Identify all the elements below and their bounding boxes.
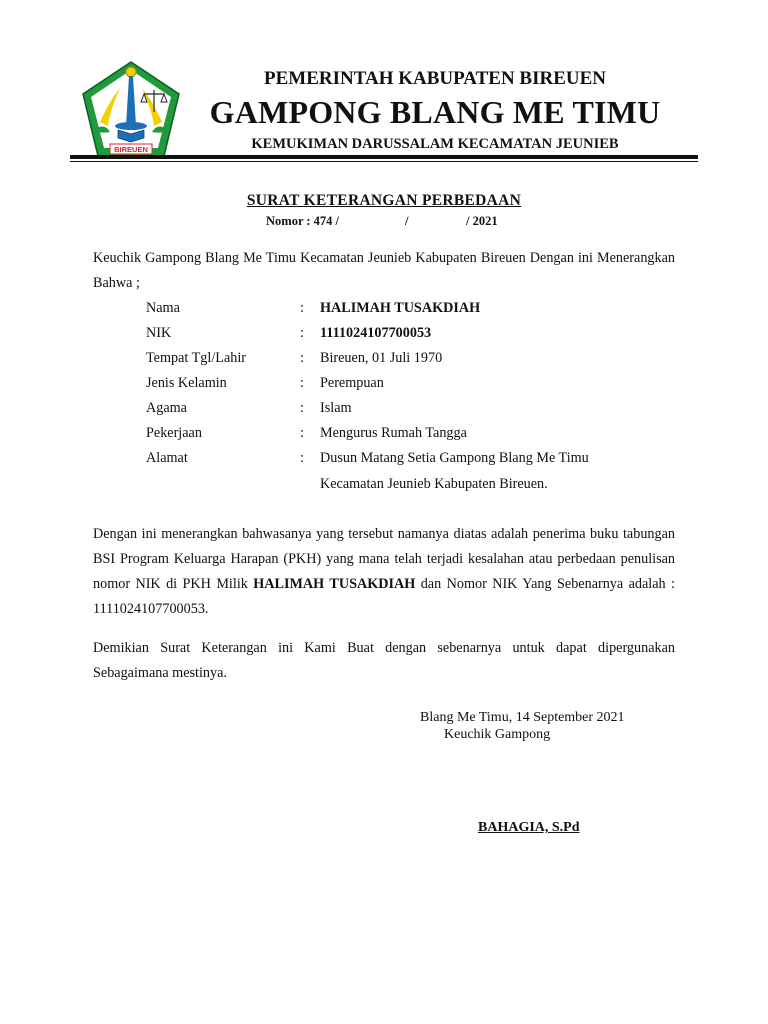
field-value-address: Dusun Matang Setia Gampong Blang Me Timu — [320, 450, 589, 466]
field-colon: : — [300, 325, 304, 341]
letterhead-rule-thin — [70, 161, 698, 162]
field-value-gender: Perempuan — [320, 375, 384, 391]
field-colon: : — [300, 400, 304, 416]
field-label-name: Nama — [146, 300, 180, 316]
field-colon: : — [300, 425, 304, 441]
header-district: KEMUKIMAN DARUSSALAM KECAMATAN JEUNIEB — [251, 136, 619, 152]
reference-number-prefix: Nomor : 474 / — [266, 214, 340, 228]
statement-paragraph — [93, 522, 675, 622]
field-colon: : — [300, 375, 304, 391]
statement-holder-name: HALIMAH TUSAKDIAH — [253, 576, 416, 592]
field-label-nik: NIK — [146, 325, 172, 341]
field-label-birth: Tempat Tgl/Lahir — [146, 350, 246, 366]
field-colon: : — [300, 350, 304, 366]
statement-text-2: dan Nomor NIK Yang Sebenarnya adalah : 1111024107700053. — [93, 576, 675, 617]
signature-role: Keuchik Gampong — [444, 727, 551, 742]
field-value-nik: 1111024107700053 — [320, 325, 432, 341]
field-value-occupation: Mengurus Rumah Tangga — [320, 425, 467, 441]
logo-label: BIREUEN — [114, 145, 148, 154]
bireuen-regency-emblem — [80, 60, 182, 158]
reference-number-year: / 2021 — [466, 214, 498, 228]
signatory-name: BAHAGIA, S.Pd — [478, 820, 580, 835]
field-label-occupation: Pekerjaan — [146, 425, 202, 441]
field-colon: : — [300, 300, 304, 316]
signature-place-date: Blang Me Timu, 14 September 2021 — [420, 710, 625, 725]
field-label-religion: Agama — [146, 400, 187, 416]
field-value-name: HALIMAH TUSAKDIAH — [320, 300, 481, 316]
reference-number-slash: / — [405, 214, 409, 228]
field-label-address: Alamat — [146, 450, 188, 466]
field-value-address-line2: Kecamatan Jeunieb Kabupaten Bireuen. — [320, 476, 548, 492]
header-government: PEMERINTAH KABUPATEN BIREUEN — [263, 68, 607, 89]
closing-paragraph: Demikian Surat Keterangan ini Kami Buat dengan sebenarnya untuk dapat dipergunakan Sebagaimana mestinya. — [93, 640, 675, 681]
document-title: SURAT KETERANGAN PERBEDAAN — [246, 192, 522, 209]
header-village: GAMPONG BLANG ME TIMU — [209, 94, 661, 130]
field-value-religion: Islam — [320, 400, 352, 416]
letterhead-rule-thick — [70, 155, 698, 159]
field-value-birth: Bireuen, 01 Juli 1970 — [320, 350, 443, 366]
field-label-gender: Jenis Kelamin — [146, 375, 227, 391]
intro-paragraph: Keuchik Gampong Blang Me Timu Kecamatan Jeunieb Kabupaten Bireuen Dengan ini Menerangkan Bahwa ; — [93, 250, 675, 291]
field-colon: : — [300, 450, 304, 466]
statement-text-1: Dengan ini menerangkan bahwasanya yang tersebut namanya diatas adalah penerima buku tabungan BSI Program Keluarga Harapan (PKH) yang mana telah terjadi kesalahan atau perbedaan penulisan nomor NIK di PKH Milik — [93, 526, 675, 592]
